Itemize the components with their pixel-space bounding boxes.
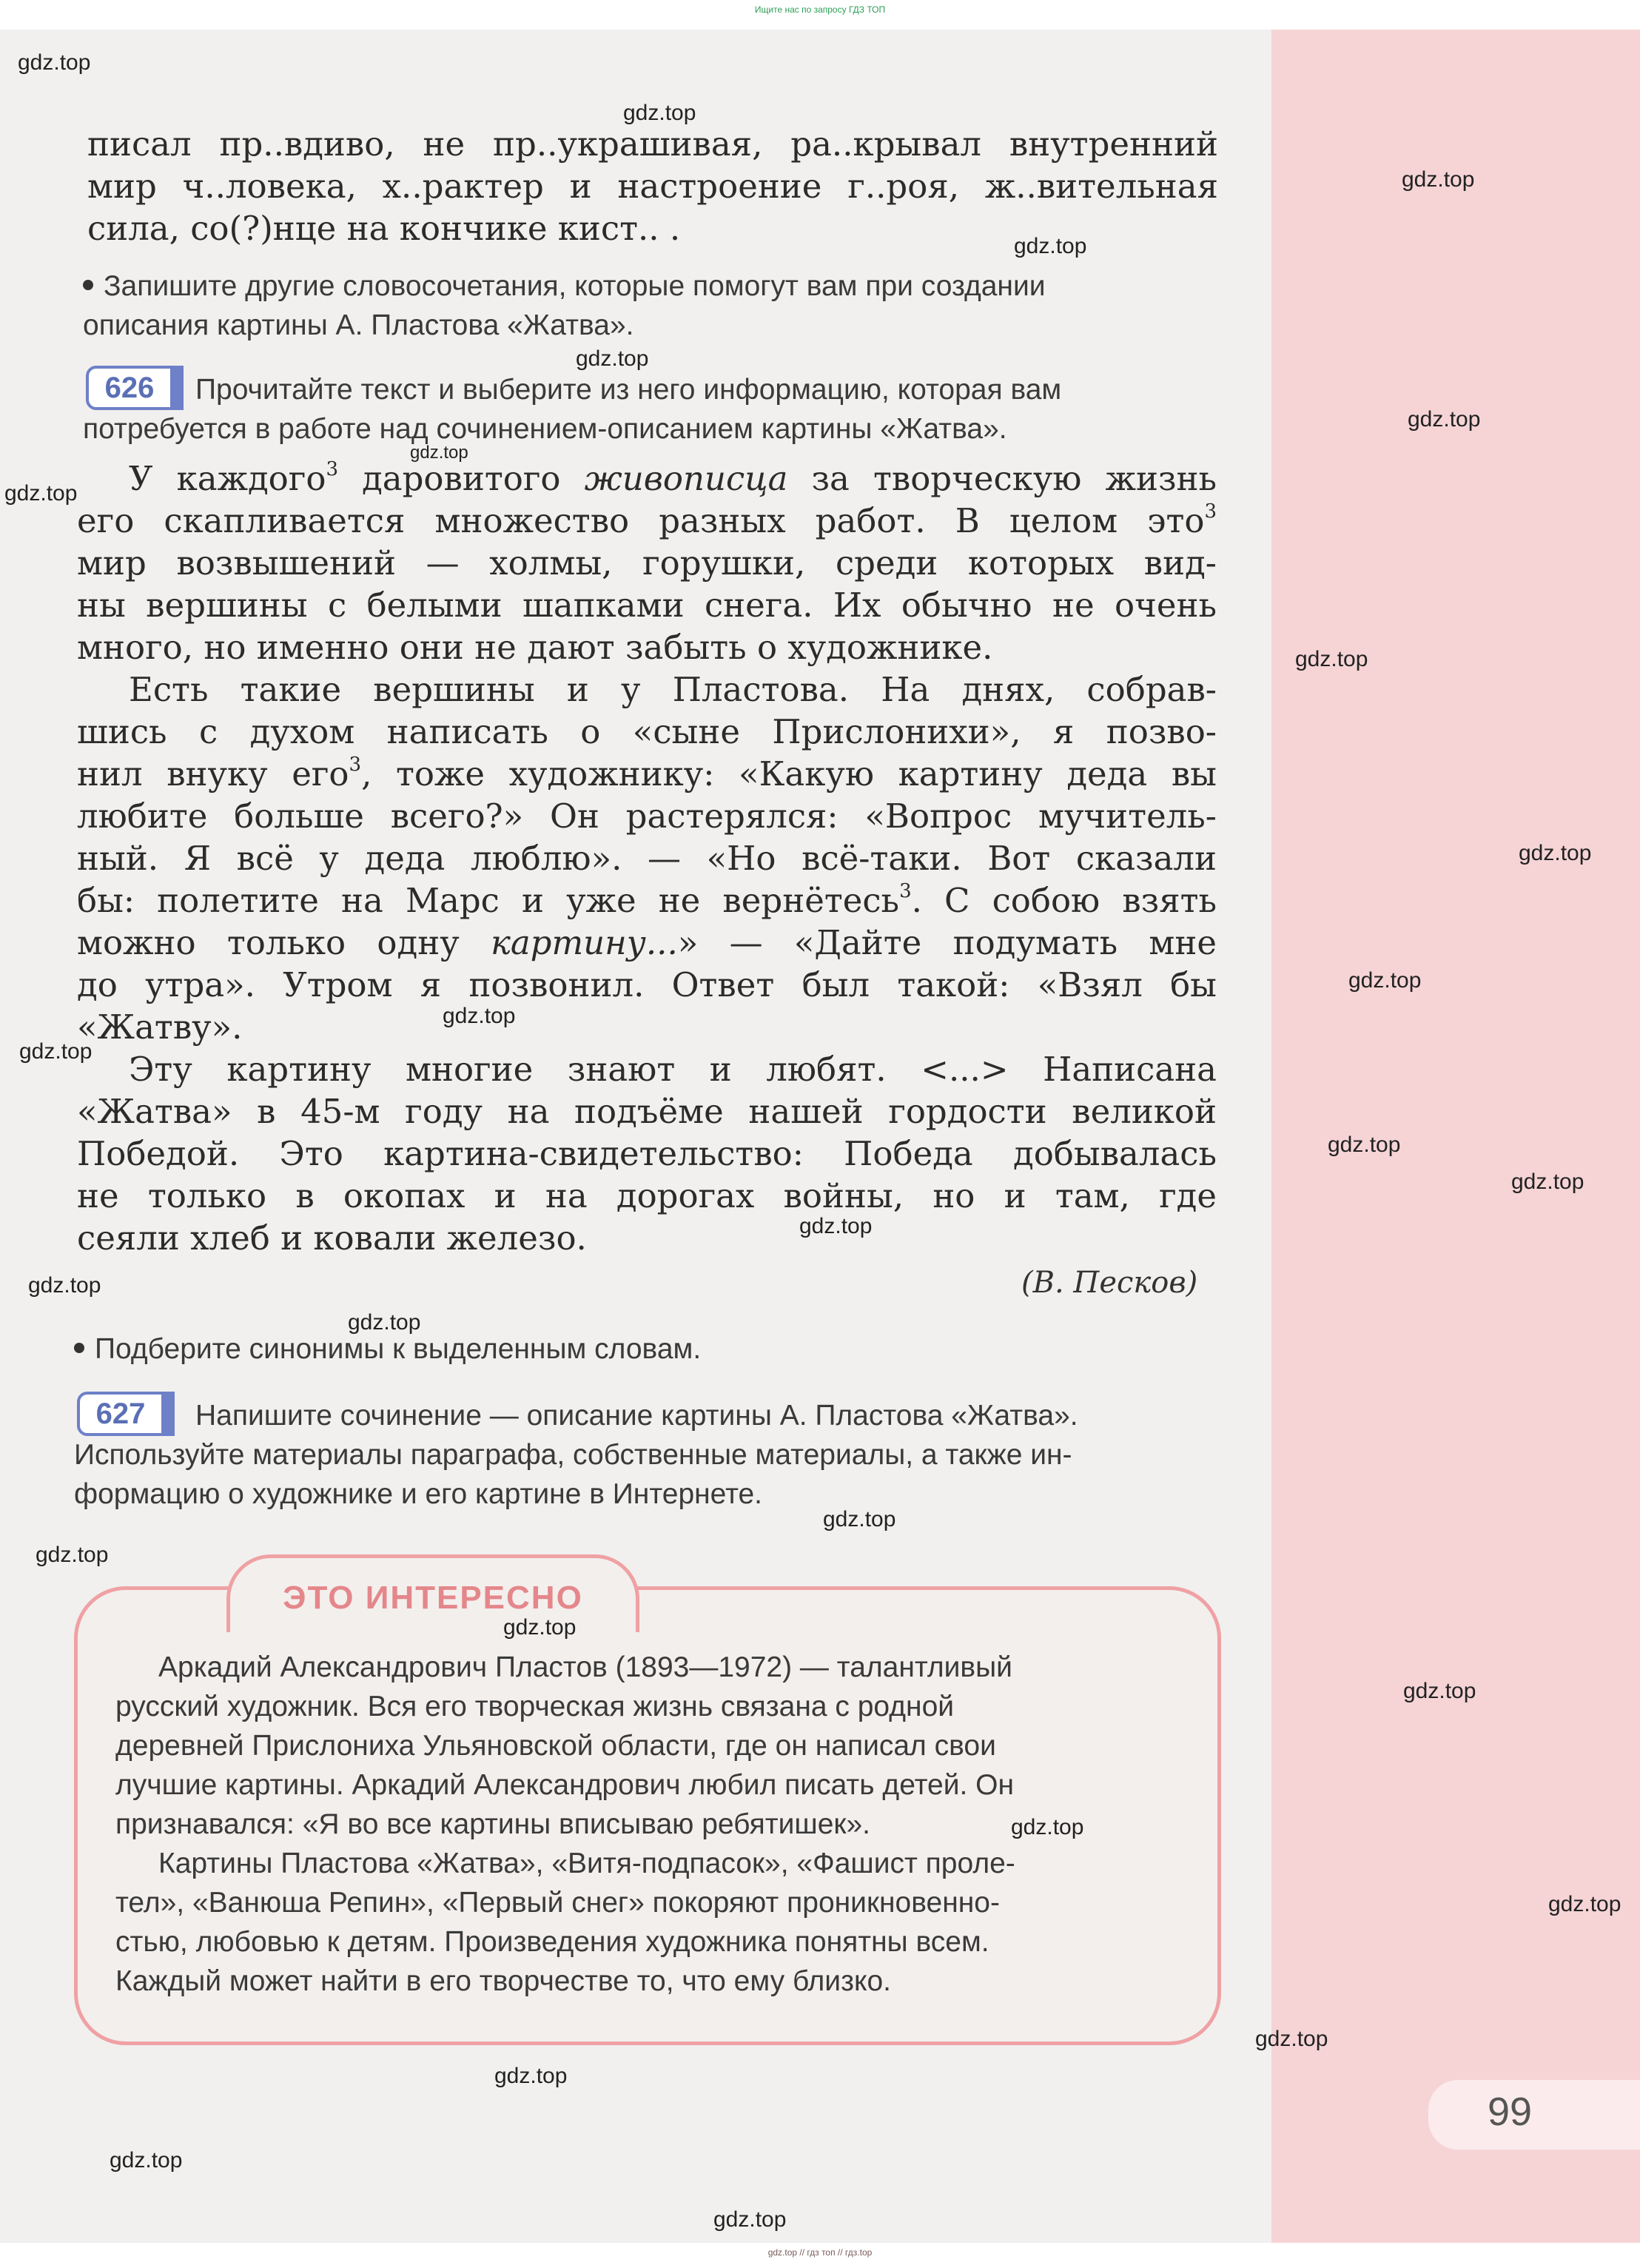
watermark: gdz.top bbox=[503, 1615, 577, 1640]
header-note[interactable]: Ищите нас по запросу ГДЗ ТОП bbox=[754, 4, 886, 15]
text-line: мир ч..ловека, х..рактер и настроение г..роя, ж..вительная bbox=[87, 167, 1218, 206]
text-line: сеяли хлеб и ковали железо. bbox=[77, 1218, 587, 1258]
watermark: gdz.top bbox=[1403, 1679, 1476, 1703]
watermark: gdz.top bbox=[4, 481, 78, 506]
text-line: до утра». Утром я позвонил. Ответ был такой: «Взял бы bbox=[77, 965, 1217, 1004]
task-bullet-1 bbox=[83, 266, 1223, 345]
text-run: даровитого bbox=[337, 459, 585, 498]
text-line: писал пр..вдиво, не пр..украшивая, ра..крывал внутренний bbox=[87, 124, 1218, 164]
task-bullet-2 bbox=[74, 1329, 1214, 1369]
text-line bbox=[77, 922, 1217, 964]
watermark: gdz.top bbox=[713, 2207, 787, 2232]
exercise-number-badge: 627 bbox=[77, 1392, 164, 1436]
watermark: gdz.top bbox=[1328, 1133, 1401, 1157]
text-line: Напишите сочинение — описание картины А. Пластова «Жатва». bbox=[195, 1400, 1078, 1432]
text-line: «Жатву». bbox=[77, 1007, 243, 1047]
text-line bbox=[77, 879, 1217, 922]
watermark: gdz.top bbox=[1511, 1170, 1584, 1194]
text-line: много, но именно они не дают забыть о художнике. bbox=[77, 628, 993, 667]
text-line: русский художник. Вся его творческая жизнь связана с родной bbox=[115, 1691, 955, 1722]
text-line: не только в окопах и на дорогах войны, но и там, где bbox=[77, 1176, 1217, 1215]
text-run: бы: полетите на Марс и уже не вернётесь bbox=[77, 881, 900, 920]
highlighted-word: живописца bbox=[584, 459, 788, 498]
text-run: , тоже художнику: «Какую картину деда вы bbox=[361, 754, 1217, 794]
watermark: gdz.top bbox=[576, 346, 649, 371]
text-run: его скапливается множество разных работ. В целом это bbox=[77, 501, 1205, 540]
author-signature: (В. Песков) bbox=[1021, 1266, 1198, 1300]
watermark: gdz.top bbox=[36, 1543, 109, 1567]
superscript: 3 bbox=[326, 458, 338, 480]
highlighted-word: картину... bbox=[490, 923, 678, 962]
watermark: gdz.top bbox=[494, 2064, 568, 2088]
peskov-text bbox=[77, 457, 1217, 1259]
interesting-title: ЭТО ИНТЕРЕСНО bbox=[283, 1580, 583, 1616]
text-line: Каждый может найти в его творчестве то, что ему близко. bbox=[115, 1965, 891, 1997]
page-number: 99 bbox=[1487, 2090, 1533, 2134]
text-line: стью, любовью к детям. Произведения художника понятны всем. bbox=[115, 1926, 989, 1958]
text-line: Картины Пластова «Жатва», «Витя-подпасок», «Фашист проле- bbox=[158, 1848, 1015, 1879]
text-line: любите больше всего?» Он растерялся: «Вопрос мучитель- bbox=[77, 796, 1217, 836]
exercise-626-text bbox=[83, 370, 1223, 449]
text-line bbox=[83, 266, 1223, 306]
superscript: 3 bbox=[1204, 500, 1217, 523]
text-run: » — «Дайте подумать мне bbox=[677, 923, 1217, 962]
text-line bbox=[74, 1329, 1214, 1369]
watermark: gdz.top bbox=[1519, 841, 1592, 865]
text-line: мир возвышений — холмы, горушки, среди которых вид- bbox=[77, 543, 1217, 583]
text-line: Есть такие вершины и у Пластова. На днях, собрав- bbox=[129, 670, 1217, 709]
text-line: Победой. Это картина-свидетельство: Победа добывалась bbox=[77, 1134, 1217, 1173]
text-line: ны вершины с белыми шапками снега. Их обычно не очень bbox=[77, 586, 1217, 625]
bullet-text: Запишите другие словосочетания, которые помогут вам при создании bbox=[104, 270, 1046, 302]
text-line: сила, со(?)нце на кончике кист.. . bbox=[87, 209, 681, 248]
text-run: . С собою взять bbox=[911, 881, 1217, 920]
text-line: признавался: «Я во все картины вписываю ребятишек». bbox=[115, 1808, 870, 1840]
bullet-text: Подберите синонимы к выделенным словам. bbox=[95, 1333, 702, 1365]
watermark: gdz.top bbox=[1011, 1815, 1084, 1839]
text-run: нил внуку его bbox=[77, 754, 349, 794]
watermark: gdz.top bbox=[19, 1039, 93, 1064]
text-line: тел», «Ванюша Репин», «Первый снег» покоряют проникновенно- bbox=[115, 1887, 1000, 1919]
bullet-icon bbox=[74, 1343, 84, 1353]
top-paragraph bbox=[87, 123, 1218, 249]
text-line: описания картины А. Пластова «Жатва». bbox=[83, 309, 634, 341]
text-line: потребуется в работе над сочинением-описанием картины «Жатва». bbox=[83, 413, 1007, 445]
watermark: gdz.top bbox=[18, 50, 91, 75]
text-line bbox=[77, 753, 1217, 795]
watermark: gdz.top bbox=[623, 101, 696, 125]
text-line: «Жатва» в 45-м году на подъёме нашей гордости великой bbox=[77, 1092, 1217, 1131]
text-line: Прочитайте текст и выберите из него информацию, которая вам bbox=[195, 374, 1062, 406]
watermark: gdz.top bbox=[28, 1273, 101, 1298]
superscript: 3 bbox=[899, 880, 912, 902]
watermark: gdz.top bbox=[1402, 167, 1475, 192]
text-line: ный. Я всё у деда люблю». — «Но всё-таки. Вот сказали bbox=[77, 839, 1217, 878]
footer-note: gdz.top // гдз топ // гдз.top bbox=[767, 2247, 873, 2258]
superscript: 3 bbox=[349, 754, 362, 776]
text-line: лучшие картины. Аркадий Александрович любил писать детей. Он bbox=[115, 1769, 1015, 1801]
exercise-627-text bbox=[74, 1396, 1221, 1514]
watermark: gdz.top bbox=[799, 1214, 873, 1238]
text-line: деревней Прислониха Ульяновской области, где он написал свои bbox=[115, 1730, 996, 1762]
watermark: gdz.top bbox=[823, 1507, 896, 1531]
text-line bbox=[77, 500, 1217, 542]
watermark: gdz.top bbox=[1548, 1892, 1621, 1916]
watermark: gdz.top bbox=[348, 1310, 421, 1335]
bullet-icon bbox=[83, 280, 93, 290]
text-run: за творческую жизнь bbox=[787, 459, 1217, 498]
text-line: Аркадий Александрович Пластов (1893—1972) — талантливый bbox=[158, 1651, 1012, 1683]
watermark: gdz.top bbox=[410, 443, 468, 463]
text-line: Используйте материалы параграфа, собственные материалы, а также ин- bbox=[74, 1439, 1072, 1471]
text-line: шись с духом написать о «сыне Прислонихи», я позво- bbox=[77, 712, 1217, 751]
text-line: Эту картину многие знают и любят. <...> Написана bbox=[129, 1050, 1217, 1089]
text-line bbox=[77, 457, 1217, 500]
text-run: У каждого bbox=[129, 459, 326, 498]
watermark: gdz.top bbox=[1014, 234, 1087, 258]
watermark: gdz.top bbox=[1408, 407, 1481, 432]
watermark: gdz.top bbox=[1295, 647, 1368, 671]
watermark: gdz.top bbox=[443, 1004, 516, 1028]
watermark: gdz.top bbox=[1348, 968, 1422, 993]
text-run: можно только одну bbox=[77, 923, 491, 962]
watermark: gdz.top bbox=[1255, 2027, 1328, 2051]
exercise-number-badge: 626 bbox=[86, 366, 173, 410]
text-line: формацию о художнике и его картине в Интернете. bbox=[74, 1478, 763, 1510]
watermark: gdz.top bbox=[110, 2148, 183, 2173]
